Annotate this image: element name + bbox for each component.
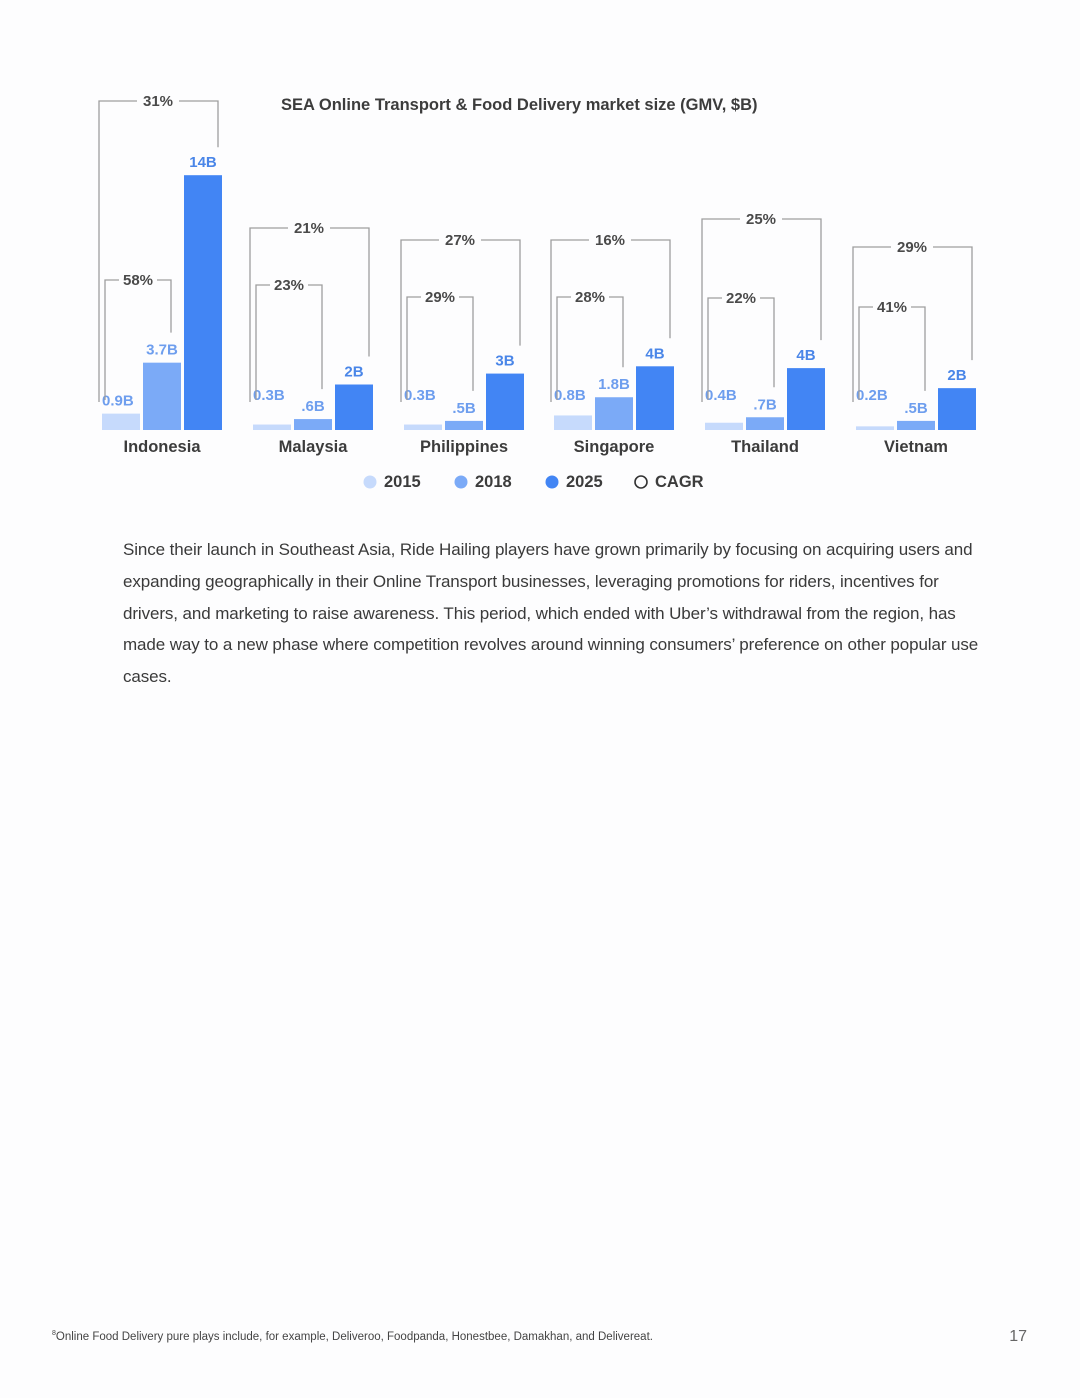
value-label-philippines-2015: 0.3B: [404, 387, 436, 404]
value-label-malaysia-2018: .6B: [301, 398, 325, 416]
cagr-bracket-short-right-singapore: [609, 297, 623, 367]
legend-marker-2025: [546, 476, 559, 489]
value-label-singapore-2025: 4B: [645, 345, 665, 363]
page-number: 17: [1009, 1328, 1027, 1345]
bar-singapore-2025: [636, 366, 674, 430]
bar-indonesia-2025: [184, 175, 222, 430]
cagr-bracket-long-right-singapore: [631, 240, 670, 338]
bar-vietnam-2025: [938, 388, 976, 430]
market-size-chart: [0, 0, 1080, 520]
category-label-thailand: Thailand: [731, 438, 799, 456]
value-label-vietnam-2018: .5B: [904, 399, 928, 417]
chart-title: SEA Online Transport & Food Delivery market size (GMV, $B): [281, 96, 758, 114]
cagr-bracket-long-right-malaysia: [330, 228, 369, 357]
value-label-vietnam-2025: 2B: [947, 367, 967, 385]
value-label-malaysia-2015: 0.3B: [253, 387, 285, 404]
bar-singapore-2015: [554, 415, 592, 430]
cagr-short-label-thailand: 22%: [725, 290, 757, 307]
body-paragraph: Since their launch in Southeast Asia, Ride Hailing players have grown primarily by focusing on acquiring users and expanding geographically in their Online Transport businesses, leveraging promotions for riders, incentives for drivers, and marketing to raise awareness. This period, which ended with Uber’s withdrawal from the region, has made way to a new phase where competition revolves around winning consumers’ preference on other popular use cases.: [123, 540, 979, 687]
legend-label-2015: 2015: [384, 473, 421, 491]
cagr-long-label-singapore: 16%: [594, 232, 626, 249]
cagr-bracket-short-left-singapore: [557, 297, 571, 400]
bar-malaysia-2015: [253, 425, 291, 430]
legend-marker-2015: [364, 476, 377, 489]
cagr-bracket-short-left-philippines: [407, 297, 421, 400]
value-label-philippines-2018: .5B: [452, 399, 476, 417]
cagr-bracket-short-left-indonesia: [105, 280, 119, 400]
cagr-bracket-long-right-thailand: [782, 219, 821, 340]
chart-svg: [0, 0, 1080, 520]
bar-philippines-2015: [404, 425, 442, 430]
cagr-short-label-malaysia: 23%: [273, 277, 305, 294]
cagr-short-label-indonesia: 58%: [122, 272, 154, 289]
legend-label-2018: 2018: [475, 473, 512, 491]
legend-marker-cagr: [635, 476, 647, 488]
category-label-vietnam: Vietnam: [884, 438, 948, 456]
value-label-indonesia-2025: 14B: [189, 154, 217, 172]
bar-malaysia-2018: [294, 419, 332, 430]
value-label-singapore-2015: 0.8B: [554, 387, 586, 404]
bar-indonesia-2018: [143, 363, 181, 430]
value-label-singapore-2018: 1.8B: [598, 376, 630, 394]
cagr-bracket-short-left-malaysia: [256, 285, 270, 400]
footnote-text: Online Food Delivery pure plays include, for example, Deliveroo, Foodpanda, Honestbee, Damakhan, and Delivereat.: [55, 1330, 653, 1343]
cagr-bracket-short-right-indonesia: [157, 280, 171, 333]
bar-philippines-2018: [445, 421, 483, 430]
bar-thailand-2025: [787, 368, 825, 430]
value-label-thailand-2025: 4B: [796, 347, 816, 365]
cagr-short-label-philippines: 29%: [424, 289, 456, 306]
value-label-vietnam-2015: 0.2B: [856, 387, 888, 404]
bar-vietnam-2015: [856, 426, 894, 430]
cagr-long-label-malaysia: 21%: [293, 220, 325, 237]
cagr-long-label-thailand: 25%: [745, 211, 777, 228]
value-label-indonesia-2018: 3.7B: [146, 341, 178, 359]
cagr-long-label-indonesia: 31%: [142, 93, 174, 110]
cagr-long-label-philippines: 27%: [444, 232, 476, 249]
value-label-thailand-2018: .7B: [753, 396, 777, 414]
bar-thailand-2015: [705, 423, 743, 430]
bar-philippines-2025: [486, 374, 524, 430]
category-label-philippines: Philippines: [419, 438, 509, 456]
cagr-bracket-long-right-indonesia: [179, 101, 218, 147]
bar-thailand-2018: [746, 417, 784, 430]
footnote: [52, 1330, 653, 1343]
cagr-bracket-long-right-vietnam: [933, 247, 972, 360]
value-label-thailand-2015: 0.4B: [705, 387, 737, 404]
bar-vietnam-2018: [897, 421, 935, 430]
value-label-malaysia-2025: 2B: [344, 363, 364, 381]
cagr-bracket-long-right-philippines: [481, 240, 520, 346]
bar-singapore-2018: [595, 397, 633, 430]
cagr-bracket-short-right-thailand: [760, 298, 774, 387]
cagr-bracket-short-right-philippines: [459, 297, 473, 391]
bar-malaysia-2025: [335, 385, 373, 431]
legend-label-cagr: CAGR: [655, 473, 704, 491]
legend-marker-2018: [455, 476, 468, 489]
cagr-bracket-short-right-malaysia: [308, 285, 322, 389]
cagr-short-label-vietnam: 41%: [876, 299, 908, 316]
legend-label-2025: 2025: [566, 473, 603, 491]
footnote-marker: 8: [52, 1330, 56, 1337]
value-label-indonesia-2015: 0.9B: [102, 392, 134, 410]
category-label-singapore: Singapore: [573, 438, 655, 456]
bar-indonesia-2015: [102, 414, 140, 430]
cagr-bracket-short-left-thailand: [708, 298, 722, 400]
cagr-short-label-singapore: 28%: [574, 289, 606, 306]
category-label-indonesia: Indonesia: [123, 438, 201, 456]
value-label-philippines-2025: 3B: [495, 352, 515, 370]
category-label-malaysia: Malaysia: [278, 438, 348, 456]
cagr-bracket-short-right-vietnam: [911, 307, 925, 391]
cagr-long-label-vietnam: 29%: [896, 239, 928, 256]
